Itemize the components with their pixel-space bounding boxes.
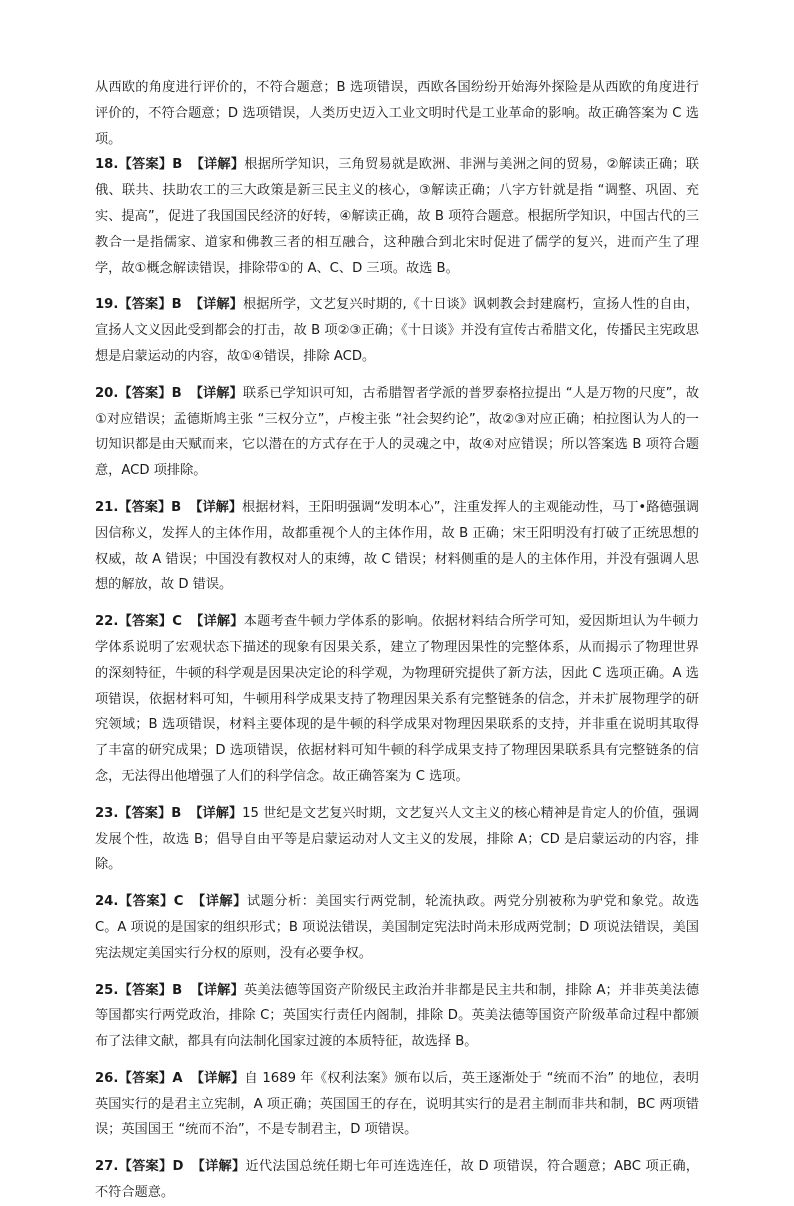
analysis-text: 本题考查牛顿力学体系的影响。依据材料结合所学可知，爱因斯坦认为牛顿力学体系说明了宏观状态下描述的现象有因果关系，建立了物理因果性的完整体系，从而揭示了物理世界的深刻特征，牛顿的科学观是因果决定论的科学观，为物理研究提供了新方法，因此 C 选项正确。A 选项错误，依据材料可知，牛顿用科学成果支持了物理因果关系有完整链条的信念，并未扩展物理学的研究领域；B 选项错误，材料主要体现的是牛顿的科学成果对物理因果联系的支持，并非重在说明其取得了丰富的研究成果；D 选项错误，依据材料可知牛顿的科学成果支持了物理因果联系具有完整链条的信念，无法得出他增强了人们的科学信念。故正确答案为 C 选项。	[95, 614, 700, 784]
analysis-tag: 【详解】	[189, 805, 243, 821]
answer-tag: 【答案】	[118, 614, 173, 630]
answer-tag: 【答案】	[118, 894, 174, 910]
analysis-text: 根据所学，文艺复兴时期的,《十日谈》讽刺教会封建腐朽，宣扬人性的自由，宣扬人文义因此受到都会的打击，故 B 项②③正确；《十日谈》并没有宣传古希腊文化，传播民主宪政思想是启蒙运动的内容，故①④错误，排除 ACD。	[95, 297, 699, 364]
question-number: 27.	[95, 1159, 119, 1175]
answer-letter: B	[172, 982, 183, 998]
question-number: 20.	[95, 385, 119, 401]
intro-paragraph: 从西欧的角度进行评价的，不符合题意；B 选项错误，西欧各国纷纷开始海外探险是从西欧的角度进行评价的，不符合题意；D 选项错误，人类历史迈入工业文明时代是工业革命的影响。故正确答案为 C 选项。	[95, 80, 699, 147]
answer-letter: D	[172, 1159, 184, 1175]
answer-item	[95, 495, 699, 598]
question-number: 22.	[95, 614, 119, 630]
analysis-text: 自 1689 年《权利法案》颁布以后，英王逐渐处于 “统而不治” 的地位，表明英国实行的是君主立宪制，A 项正确；英国国王的存在，说明其实行的是君主制而非共和制，BC 两项错误；英国国王 “统而不治”，不是专制君主，D 项错误。	[95, 1070, 699, 1138]
answer-tag: 【答案】	[118, 385, 172, 401]
analysis-text: 近代法国总统任期七年可连选连任，故 D 项错误，符合题意；ABC 项正确，不符合题意。	[95, 1159, 699, 1201]
answer-item	[95, 889, 699, 966]
analysis-text: 联系已学知识可知，古希腊智者学派的普罗泰格拉提出 “人是万物的尺度”，故①对应错误；孟德斯鸠主张 “三权分立”，卢梭主张 “社会契约论”，故②③对应正确；柏拉图认为人的一切知识都是由天赋而来，它以潜在的方式存在于人的灵魂之中，故④对应错误；所以答案选 B 项符合题意，ACD 项排除。	[95, 385, 700, 479]
answer-letter: C	[173, 894, 184, 910]
analysis-tag: 【详解】	[190, 157, 245, 173]
analysis-text: 试题分析：美国实行两党制，轮流执政。两党分别被称为驴党和象党。故选 C。A 项说的是国家的组织形式；B 项说法错误，美国制定宪法时尚未形成两党制；D 项说法错误，美国宪法规定美国实行分权的原则，没有必要争权。	[95, 894, 700, 961]
answer-item	[95, 1066, 699, 1143]
answer-tag: 【答案】	[118, 1159, 173, 1175]
answer-list	[95, 152, 699, 1205]
analysis-tag: 【详解】	[189, 385, 243, 401]
analysis-tag: 【详解】	[191, 894, 247, 910]
question-number: 26.	[95, 1070, 119, 1086]
answer-item	[95, 381, 699, 484]
answer-item	[95, 609, 699, 790]
answer-item	[95, 1154, 699, 1206]
answer-letter: C	[172, 614, 182, 630]
question-number: 25.	[95, 982, 119, 998]
question-number: 21.	[95, 499, 119, 515]
analysis-tag: 【详解】	[189, 499, 243, 515]
analysis-tag: 【详解】	[189, 614, 244, 630]
analysis-text: 根据所学知识，三角贸易就是欧洲、非洲与美洲之间的贸易，②解读正确；联俄、联共、扶助农工的三大政策是新三民主义的核心，③解读正确；八字方针就是指 “调整、巩固、充实、提高”，促进了我国国民经济的好转，④解读正确，故 B 项符合题意。根据所学知识，中国古代的三教合一是指儒家、道家和佛教三者的相互融合，这种融合到北宋时促进了儒学的复兴，进而产生了理学，故①概念解读错误，排除带①的 A、C、D 三项。故选 B。	[95, 157, 699, 276]
answer-letter: B	[171, 499, 182, 515]
answer-tag: 【答案】	[118, 982, 173, 998]
answer-tag: 【答案】	[118, 157, 173, 173]
answer-item	[95, 801, 699, 878]
answer-tag: 【答案】	[118, 297, 172, 313]
answer-letter: B	[171, 297, 182, 313]
analysis-tag: 【详解】	[190, 982, 244, 998]
answer-letter: B	[171, 385, 182, 401]
analysis-tag: 【详解】	[190, 1070, 245, 1086]
answer-letter: B	[171, 805, 182, 821]
answer-page	[95, 75, 699, 1206]
question-number: 23.	[95, 805, 119, 821]
answer-tag: 【答案】	[118, 805, 172, 821]
analysis-text: 英美法德等国资产阶级民主政治并非都是民主共和制，排除 A；并非英美法德等国都实行两党政治，排除 C；英国实行责任内阁制，排除 D。英美法德等国资产阶级革命过程中都颁布了法律文献，都具有向法制化国家过渡的本质特征，故选择 B。	[95, 982, 700, 1050]
answer-item	[95, 152, 699, 281]
analysis-text: 根据材料，王阳明强调“发明本心”，注重发挥人的主观能动性，马丁•路德强调因信称义，发挥人的主体作用，故都重视个人的主体作用，故 B 正确；宋王阳明没有打破了正统思想的权威，故 A 错误；中国没有教权对人的束缚，故 C 错误；材料侧重的是人的主体作用，并没有强调人思想的解放，故 D 错误。	[95, 499, 699, 593]
answer-tag: 【答案】	[118, 499, 172, 515]
answer-item	[95, 978, 699, 1055]
answer-letter: B	[172, 157, 183, 173]
analysis-tag: 【详解】	[189, 297, 243, 313]
analysis-text: 15 世纪是文艺复兴时期，文艺复兴人文主义的核心精神是肯定人的价值，强调发展个性，故选 B；倡导自由平等是启蒙运动对人文主义的发展，排除 A；CD 是启蒙运动的内容，排除。	[95, 805, 699, 873]
answer-letter: A	[172, 1070, 183, 1086]
analysis-tag: 【详解】	[191, 1159, 246, 1175]
answer-tag: 【答案】	[118, 1070, 173, 1086]
answer-item	[95, 292, 699, 369]
question-number: 18.	[95, 157, 119, 173]
question-number: 19.	[95, 297, 119, 313]
question-number: 24.	[95, 894, 119, 910]
